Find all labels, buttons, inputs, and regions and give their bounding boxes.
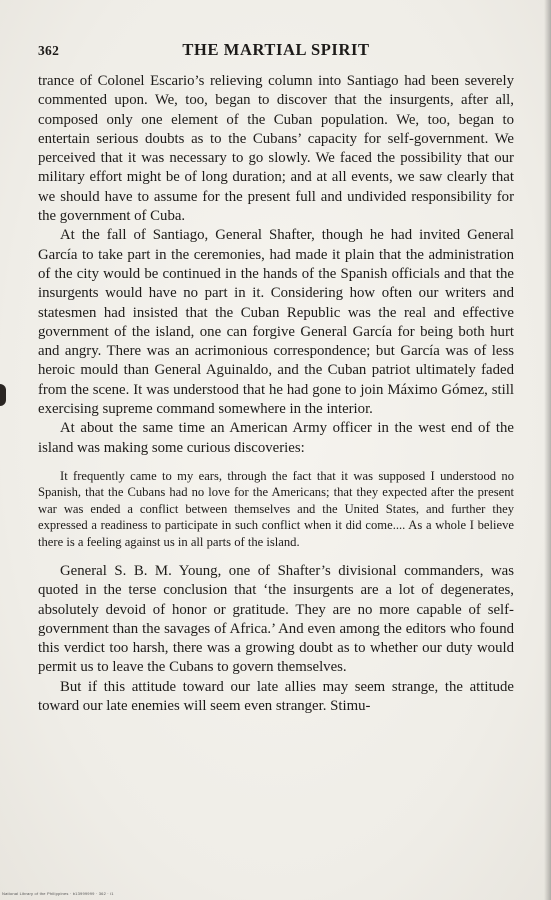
margin-ink-mark — [0, 384, 6, 406]
page-number: 362 — [38, 43, 60, 58]
paragraph-general-young: General S. B. M. Young, one of Shafter’s divisional commanders, was quoted in the terse conclusion that ‘the insurgents are a lot of degenerates, absolutely devoid of honor or gratitude. They are no more capable of self-government than the savages of Africa.’ And even among the editors who found this verdict too harsh, there was a growing doubt as to whether our duty would permit us to leave the Cubans to govern themselves. — [38, 562, 514, 676]
paragraph-late-enemies: But if this attitude toward our late allies may seem strange, the attitude toward our late enemies will seem even stranger. Stimu- — [38, 678, 514, 715]
paragraph-continued: trance of Colonel Escario’s relieving column into Santiago had been severely commented upon. We, too, began to discover that the insurgents, after all, composed only one element of the Cuban population. We, too, began to entertain serious doubts as to the Cubans’ capacity for self-government. We perceived that it was necessary to go slowly. We faced the possibility that our military effort might be of long duration; and at all events, we saw clearly that we should have to assume for the present full and undivided responsibility for the government of Cuba. — [38, 73, 514, 225]
running-head: THE MARTIAL SPIRIT — [182, 40, 370, 59]
spine-shadow — [544, 0, 551, 900]
scan-footer-note: National Library of the Philippines · b13999999 · 362 · i1 — [2, 891, 114, 896]
paragraph-fall-of-santiago: At the fall of Santiago, General Shafter, though he had invited General García to take part in the ceremonies, had made it plain that the administration of the city would be continued in the hands of the Spanish officials and that the insurgents would have no part in it. Considering how often our writers and statesmen had insisted that the Cuban Republic was the real and effective government of the island, one can forgive General García for being both hurt and angry. There was an acrimonious correspondence; but García was of less heroic mould than General Aguinaldo, and the Cuban patriot ultimately faded from the scene. It was understood that he had gone to join Máximo Gómez, still exercising supreme command somewhere in the interior. — [38, 227, 514, 418]
page-header — [38, 40, 514, 62]
block-quote: It frequently came to my ears, through the fact that it was supposed I understood no Spanish, that the Cubans had no love for the Americans; that they expected after the present war was ended a conflict between themselves and the United States, and further they expressed a readiness to participate in such conflict when it did come.... As a whole I believe there is a feeling against us in all parts of the island. — [38, 468, 514, 549]
page-body — [38, 72, 514, 716]
paragraph-army-officer: At about the same time an American Army officer in the west end of the island was making some curious discoveries: — [38, 420, 514, 456]
